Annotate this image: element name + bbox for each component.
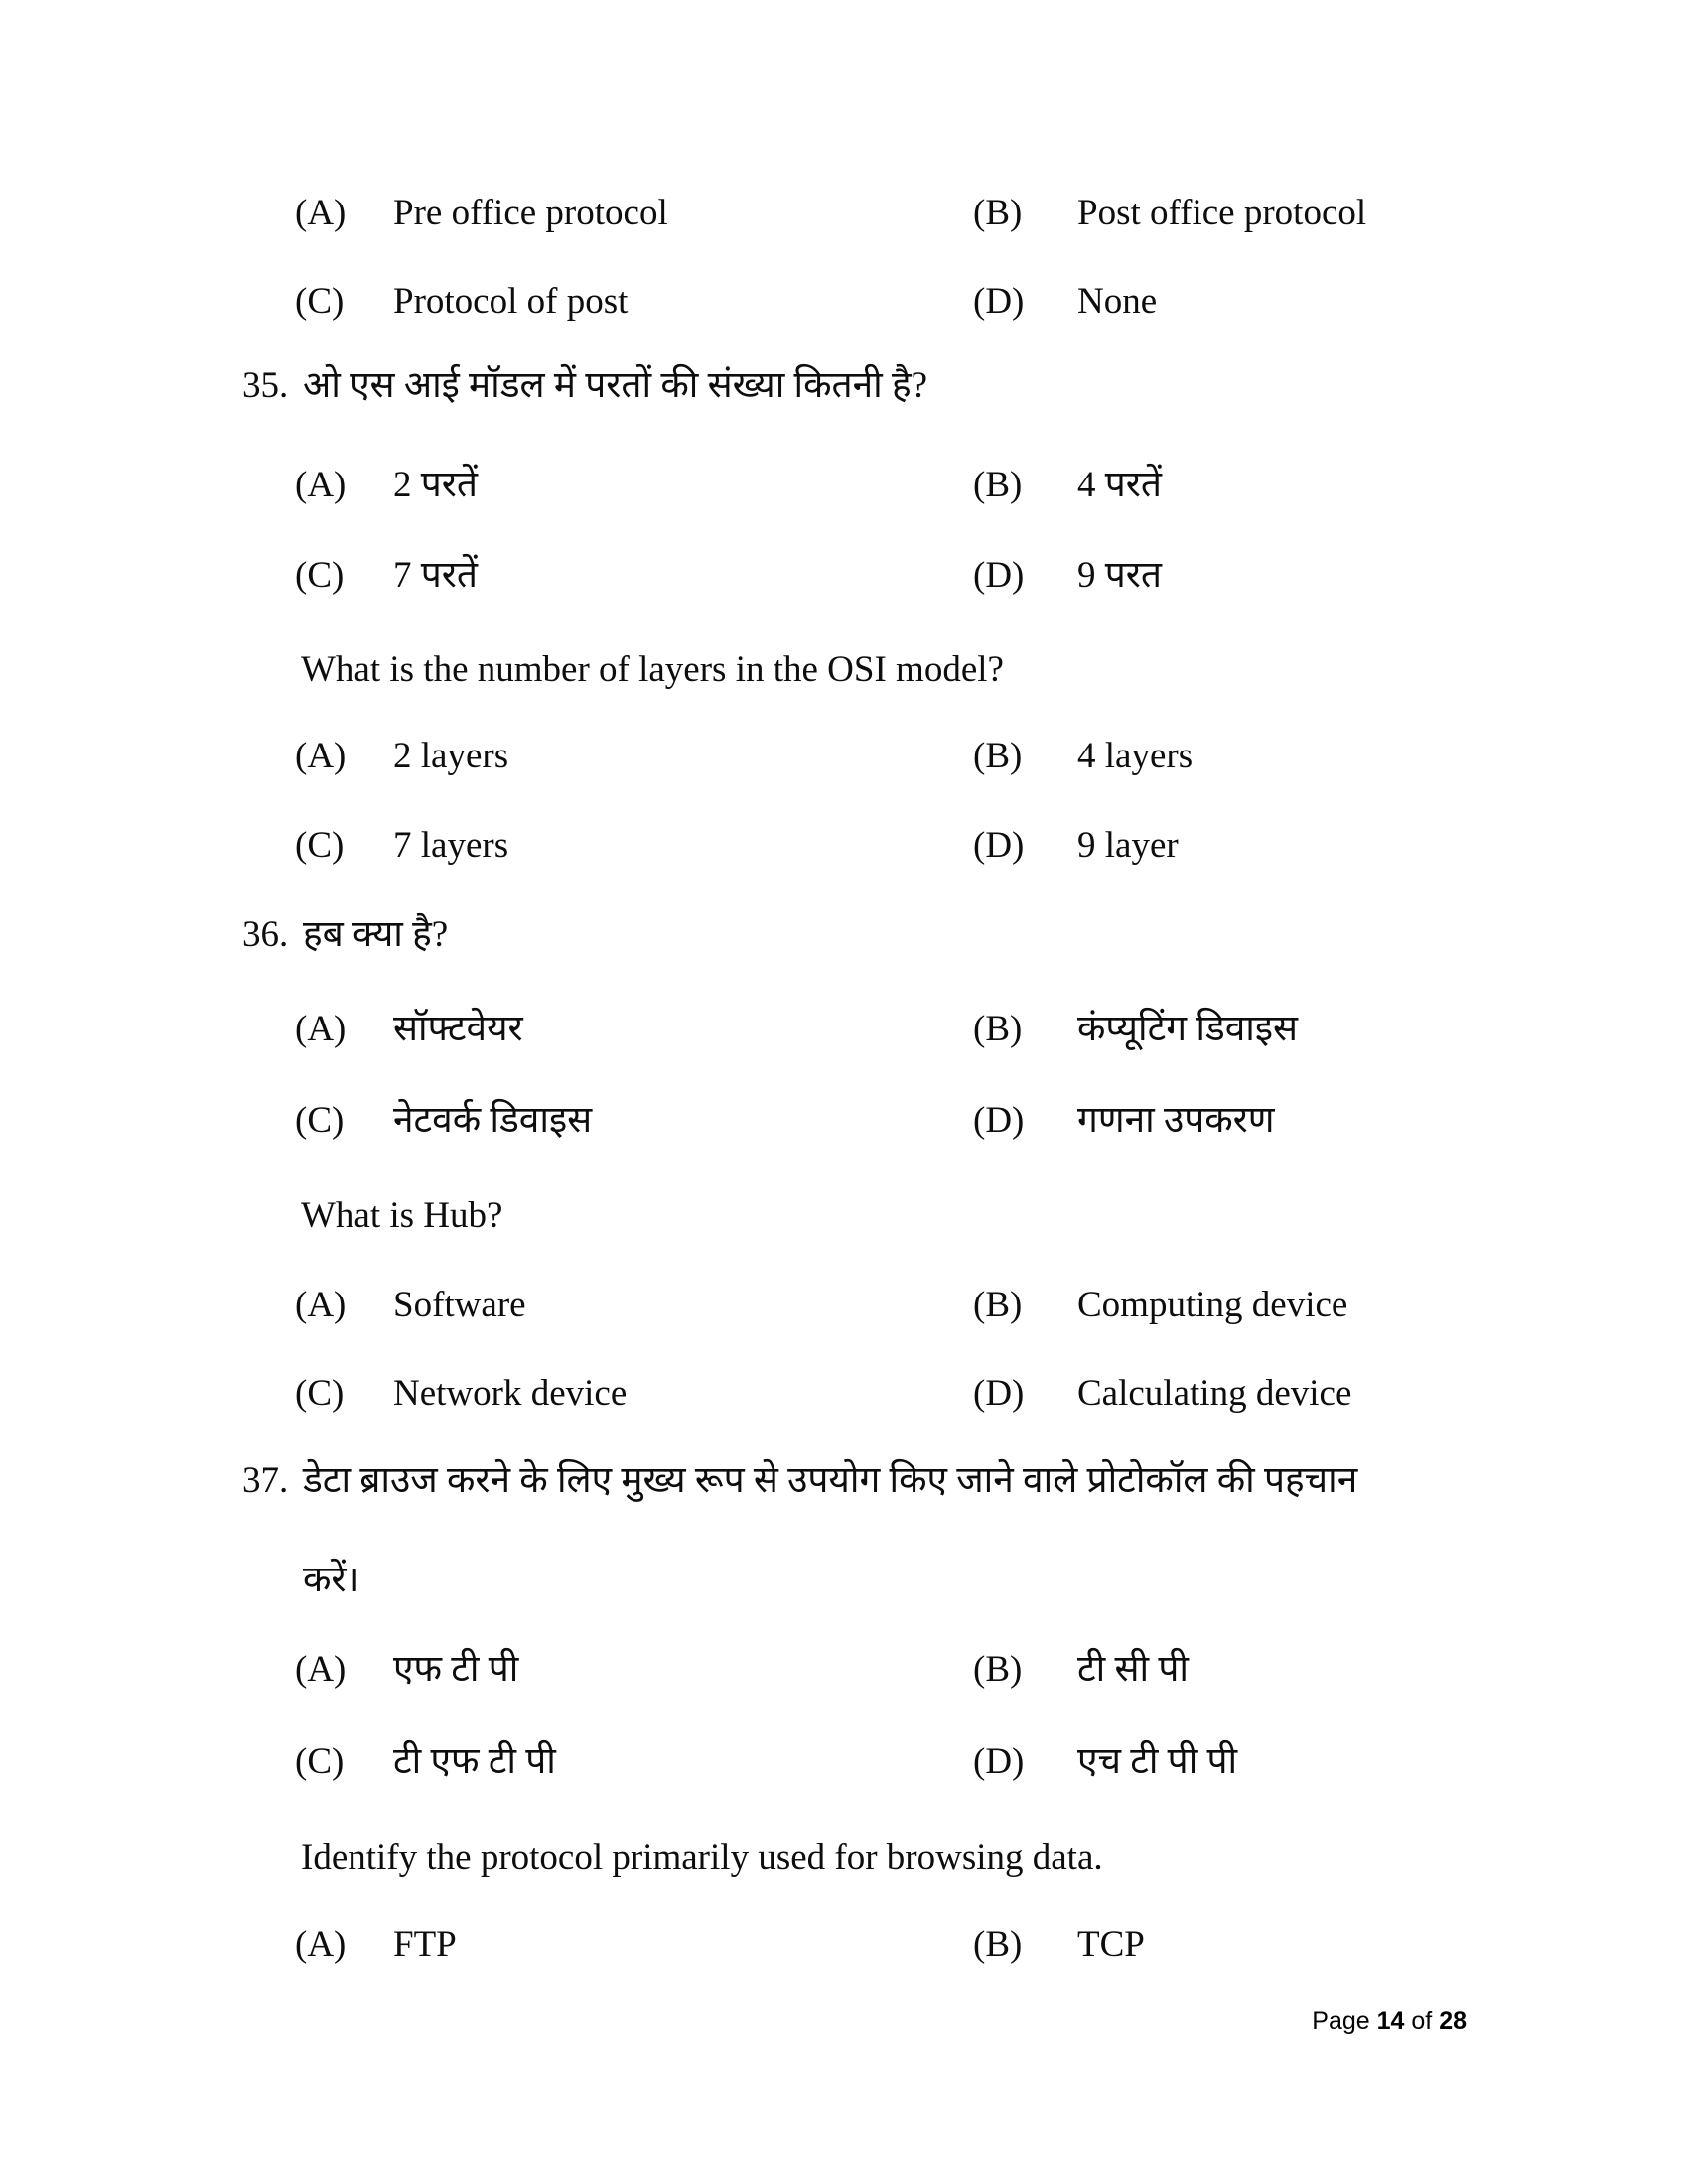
option-text: गणना उपकरण <box>1077 1100 1275 1141</box>
footer-total-pages: 28 <box>1439 2007 1467 2035</box>
option-text: टी सी पी <box>1077 1649 1189 1690</box>
option-text: Calculating device <box>1077 1373 1352 1414</box>
option-label: (A) <box>295 1649 347 1690</box>
option-row <box>0 1099 1688 1155</box>
option-text: एच टी पी पी <box>1077 1741 1238 1782</box>
option-text: 4 परतें <box>1077 465 1162 505</box>
question-37-english <box>0 1837 1688 1892</box>
option-text: एफ टी पी <box>393 1649 519 1690</box>
question-36-english <box>0 1194 1688 1250</box>
option-label: (A) <box>295 1009 347 1049</box>
option-row <box>0 824 1688 880</box>
option-row <box>0 1740 1688 1796</box>
option-text: नेटवर्क डिवाइस <box>393 1100 593 1141</box>
option-text: TCP <box>1077 1924 1145 1965</box>
option-label: (A) <box>295 1285 347 1325</box>
page-number-footer <box>0 2007 1467 2036</box>
option-row <box>0 735 1688 790</box>
option-text: None <box>1077 281 1158 322</box>
option-row <box>0 554 1688 610</box>
option-row <box>0 464 1688 519</box>
option-label: (D) <box>973 825 1025 866</box>
footer-page-word: Page <box>1312 2007 1377 2035</box>
question-text-english: What is Hub? <box>301 1195 503 1236</box>
option-label: (D) <box>973 1741 1025 1782</box>
option-label: (A) <box>295 1924 347 1965</box>
footer-current-page: 14 <box>1376 2007 1405 2035</box>
option-text: 4 layers <box>1077 736 1194 776</box>
option-text: Computing device <box>1077 1285 1348 1325</box>
option-text: टी एफ टी पी <box>393 1741 556 1782</box>
question-text-english: What is the number of layers in the OSI model? <box>301 649 1004 690</box>
question-37 <box>0 1459 1688 1515</box>
option-text: Software <box>393 1285 526 1325</box>
option-label: (B) <box>973 1009 1023 1049</box>
option-row <box>0 1008 1688 1063</box>
question-number: 37. <box>242 1460 289 1501</box>
question-36 <box>0 913 1688 969</box>
option-label: (D) <box>973 555 1025 596</box>
option-label: (B) <box>973 1924 1023 1965</box>
option-text: Network device <box>393 1373 628 1414</box>
question-text-hindi-continuation: करें। <box>303 1560 360 1600</box>
option-label: (B) <box>973 465 1023 505</box>
option-label: (A) <box>295 193 347 233</box>
option-text: कंप्यूटिंग डिवाइस <box>1077 1009 1299 1049</box>
option-label: (A) <box>295 736 347 776</box>
option-row <box>0 192 1688 247</box>
option-label: (A) <box>295 465 347 505</box>
option-row <box>0 1372 1688 1428</box>
question-text-hindi: हब क्या है? <box>303 914 449 955</box>
option-text: 7 परतें <box>393 555 478 596</box>
option-row <box>0 1648 1688 1704</box>
option-label: (C) <box>295 1373 345 1414</box>
option-text: Pre office protocol <box>393 193 668 233</box>
question-text-hindi: ओ एस आई मॉडल में परतों की संख्या कितनी है? <box>303 365 928 406</box>
option-row <box>0 1284 1688 1339</box>
footer-of-word: of <box>1404 2007 1440 2035</box>
option-label: (C) <box>295 1741 345 1782</box>
option-row <box>0 1923 1688 1979</box>
option-text: 9 परत <box>1077 555 1162 596</box>
question-number: 35. <box>242 365 289 406</box>
question-37-continuation <box>0 1559 1688 1614</box>
option-row <box>0 280 1688 336</box>
option-text: Protocol of post <box>393 281 629 322</box>
option-label: (D) <box>973 1373 1025 1414</box>
option-label: (B) <box>973 1649 1023 1690</box>
option-label: (C) <box>295 1100 345 1141</box>
question-35 <box>0 364 1688 420</box>
option-text: Post office protocol <box>1077 193 1367 233</box>
question-text-hindi: डेटा ब्राउज करने के लिए मुख्य रूप से उपयोग किए जाने वाले प्रोटोकॉल की पहचान <box>303 1460 1358 1501</box>
option-label: (C) <box>295 825 345 866</box>
option-text: 9 layer <box>1077 825 1179 866</box>
question-number: 36. <box>242 914 289 955</box>
option-label: (B) <box>973 193 1023 233</box>
option-label: (C) <box>295 555 345 596</box>
option-text: 2 layers <box>393 736 509 776</box>
option-label: (D) <box>973 1100 1025 1141</box>
question-35-english <box>0 648 1688 704</box>
option-text: FTP <box>393 1924 457 1965</box>
option-label: (B) <box>973 736 1023 776</box>
option-text: सॉफ्टवेयर <box>393 1009 523 1049</box>
option-label: (D) <box>973 281 1025 322</box>
option-text: 2 परतें <box>393 465 478 505</box>
question-text-english: Identify the protocol primarily used for browsing data. <box>301 1838 1103 1878</box>
option-label: (B) <box>973 1285 1023 1325</box>
option-label: (C) <box>295 281 345 322</box>
option-text: 7 layers <box>393 825 509 866</box>
